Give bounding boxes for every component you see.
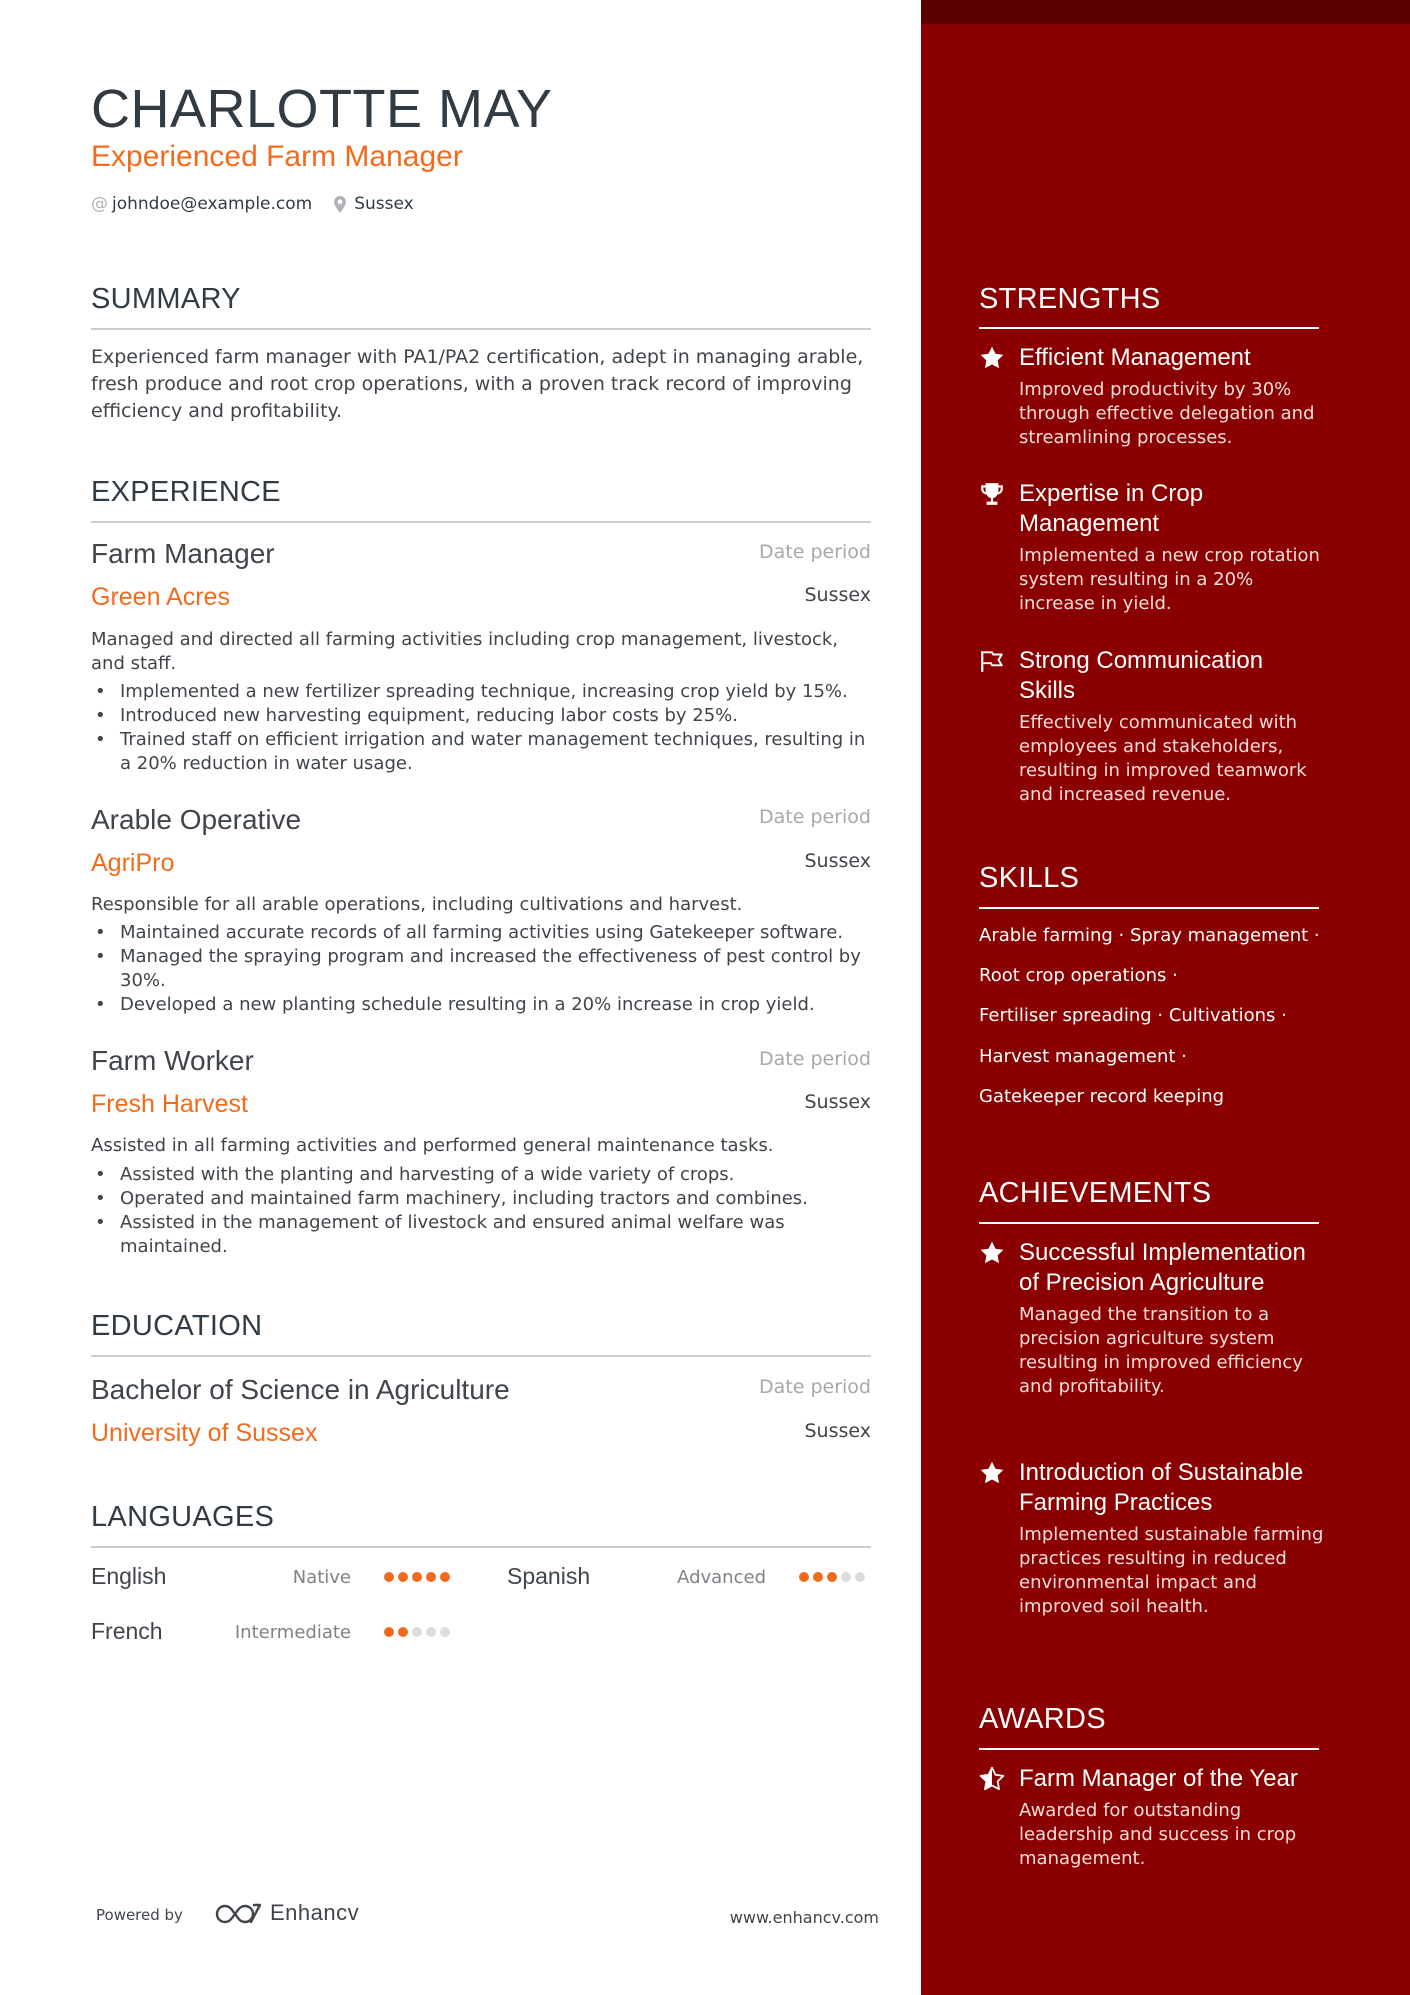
skills-divider (979, 907, 1319, 909)
list-item: • Assisted in the management of livestock and ensured animal welfare was maintained. (91, 1211, 871, 1259)
job-bullets (91, 1163, 871, 1259)
achievement-item (979, 1458, 1324, 1619)
at-icon: @ (91, 194, 108, 214)
strength-item (979, 479, 1324, 616)
achievement-title: Introduction of Sustainable Farming Practices (1019, 1459, 1304, 1516)
award-title: Farm Manager of the Year (1019, 1765, 1298, 1792)
strength-text: Effectively communicated with employees and stakeholders, resulting in improved teamwork and increased revenue. (1019, 712, 1307, 805)
job-description: Assisted in all farming activities and performed general maintenance tasks. (91, 1135, 774, 1156)
summary-heading: SUMMARY (91, 283, 241, 315)
strength-title: Expertise in Crop Management (1019, 480, 1204, 537)
proficiency-dot-empty (841, 1572, 851, 1582)
job-description: Responsible for all arable operations, including cultivations and harvest. (91, 894, 743, 915)
achievements-divider (979, 1222, 1319, 1224)
experience-divider (91, 521, 871, 523)
flag-icon (979, 648, 1007, 676)
school-name: University of Sussex (91, 1419, 318, 1447)
sidebar (921, 0, 1410, 1995)
job-company: Green Acres (91, 583, 230, 611)
enhancv-brand: Enhancv (270, 1900, 360, 1925)
achievement-title: Successful Implementation of Precision Agriculture (1019, 1239, 1306, 1296)
candidate-title: Experienced Farm Manager (91, 140, 463, 173)
skills-line: Root crop operations · (979, 965, 1178, 986)
trophy-icon (979, 481, 1007, 509)
strength-text: Improved productivity by 30% through effective delegation and streamlining processes. (1019, 379, 1315, 448)
proficiency-dot-empty (855, 1572, 865, 1582)
job-date: Date period (759, 541, 871, 563)
location-text: Sussex (354, 194, 414, 214)
proficiency-dot-empty (440, 1627, 450, 1637)
strength-title: Efficient Management (1019, 344, 1251, 371)
language-name: Spanish (507, 1563, 591, 1589)
candidate-name: CHARLOTTE MAY (91, 79, 553, 139)
location-pin-icon (334, 196, 346, 213)
language-dots (384, 1572, 450, 1582)
proficiency-dot-filled (827, 1572, 837, 1582)
proficiency-dot-empty (412, 1627, 422, 1637)
job-location: Sussex (804, 1091, 871, 1113)
list-item: • Implemented a new fertilizer spreading technique, increasing crop yield by 15%. (91, 680, 871, 704)
list-item: • Assisted with the planting and harvesting of a wide variety of crops. (91, 1163, 871, 1187)
strengths-heading: STRENGTHS (979, 283, 1161, 315)
language-level: Advanced (677, 1567, 766, 1588)
enhancv-logo[interactable] (214, 1900, 359, 1926)
education-date: Date period (759, 1376, 871, 1398)
language-level: Native (292, 1567, 351, 1588)
proficiency-dot-filled (384, 1627, 394, 1637)
list-item: • Maintained accurate records of all farming activities using Gatekeeper software. (91, 921, 871, 945)
star-icon (979, 1460, 1007, 1488)
languages-divider (91, 1546, 871, 1548)
award-text: Awarded for outstanding leadership and success in crop management. (1019, 1800, 1297, 1869)
job-date: Date period (759, 1048, 871, 1070)
email-text[interactable]: johndoe@example.com (112, 194, 313, 214)
proficiency-dot-filled (398, 1627, 408, 1637)
job-title: Farm Worker (91, 1045, 254, 1076)
language-name: French (91, 1618, 163, 1644)
skills-line: Gatekeeper record keeping (979, 1086, 1225, 1107)
education-divider (91, 1355, 871, 1357)
enhancv-logo-icon (214, 1901, 262, 1925)
award-item (979, 1764, 1324, 1871)
job-company: Fresh Harvest (91, 1090, 248, 1118)
skills-line: Fertiliser spreading · Cultivations · (979, 1005, 1287, 1026)
job-title: Farm Manager (91, 538, 275, 569)
list-item: • Introduced new harvesting equipment, reducing labor costs by 25%. (91, 704, 871, 728)
job-location: Sussex (804, 584, 871, 606)
list-item: • Managed the spraying program and increased the effectiveness of pest control by 30%. (91, 945, 871, 993)
language-dots (799, 1572, 865, 1582)
powered-by-text: Powered by (96, 1906, 183, 1924)
job-date: Date period (759, 806, 871, 828)
proficiency-dot-filled (384, 1572, 394, 1582)
contact-info (91, 194, 414, 214)
proficiency-dot-filled (440, 1572, 450, 1582)
strength-text: Implemented a new crop rotation system resulting in a 20% increase in yield. (1019, 545, 1320, 614)
achievements-heading: ACHIEVEMENTS (979, 1177, 1212, 1209)
strengths-divider (979, 327, 1319, 329)
proficiency-dot-empty (426, 1627, 436, 1637)
job-location: Sussex (804, 850, 871, 872)
strength-item (979, 646, 1324, 807)
summary-text: Experienced farm manager with PA1/PA2 certification, adept in managing arable, fresh produce and root crop operations, with a proven track record of improving efficiency and profitability. (91, 346, 864, 422)
job-bullets (91, 680, 871, 776)
list-item: • Operated and maintained farm machinery, including tractors and combines. (91, 1187, 871, 1211)
achievement-item (979, 1238, 1324, 1399)
list-item: • Developed a new planting schedule resulting in a 20% increase in crop yield. (91, 993, 871, 1017)
summary-divider (91, 328, 871, 330)
footer-url[interactable]: www.enhancv.com (729, 1908, 879, 1927)
sidebar-top-bar (921, 0, 1410, 24)
skills-heading: SKILLS (979, 862, 1080, 894)
proficiency-dot-filled (426, 1572, 436, 1582)
proficiency-dot-filled (398, 1572, 408, 1582)
star-icon (979, 1240, 1007, 1268)
awards-heading: AWARDS (979, 1703, 1106, 1735)
proficiency-dot-filled (412, 1572, 422, 1582)
star-icon (979, 345, 1007, 373)
job-bullets (91, 921, 871, 1017)
skills-line: Arable farming · Spray management · (979, 925, 1320, 946)
education-heading: EDUCATION (91, 1310, 263, 1342)
skills-line: Harvest management · (979, 1046, 1187, 1067)
list-item: • Trained staff on efficient irrigation and water management techniques, resulting in a 20% reduction in water usage. (91, 728, 871, 776)
education-location: Sussex (804, 1420, 871, 1442)
achievement-text: Managed the transition to a precision agriculture system resulting in improved efficiency and profitability. (1019, 1304, 1303, 1397)
awards-divider (979, 1748, 1319, 1750)
proficiency-dot-filled (799, 1572, 809, 1582)
languages-heading: LANGUAGES (91, 1501, 275, 1533)
language-dots (384, 1627, 450, 1637)
proficiency-dot-filled (813, 1572, 823, 1582)
strength-item (979, 343, 1324, 450)
language-name: English (91, 1563, 167, 1589)
strength-title: Strong Communication Skills (1019, 647, 1264, 704)
degree-title: Bachelor of Science in Agriculture (91, 1374, 510, 1405)
job-title: Arable Operative (91, 804, 302, 835)
job-description: Managed and directed all farming activities including crop management, livestock, and staff. (91, 629, 839, 674)
job-company: AgriPro (91, 849, 175, 877)
achievement-text: Implemented sustainable farming practices resulting in reduced environmental impact and improved soil health. (1019, 1524, 1324, 1617)
language-level: Intermediate (234, 1622, 351, 1643)
half-star-icon (979, 1766, 1007, 1794)
experience-heading: EXPERIENCE (91, 476, 281, 508)
